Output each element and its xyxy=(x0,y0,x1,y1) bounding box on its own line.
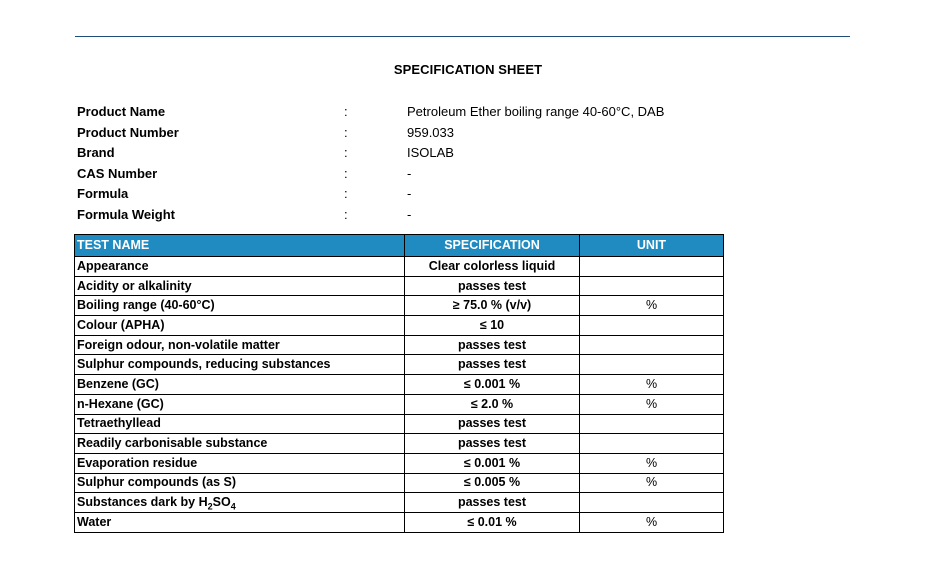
header-unit: UNIT xyxy=(580,235,724,257)
test-unit xyxy=(580,414,724,434)
test-spec: passes test xyxy=(405,414,580,434)
info-colon: : xyxy=(344,124,348,140)
table-row xyxy=(75,394,724,414)
test-spec: Clear colorless liquid xyxy=(405,257,580,277)
test-spec: passes test xyxy=(405,276,580,296)
info-colon: : xyxy=(344,206,348,222)
table-header-row xyxy=(75,235,724,257)
test-unit: % xyxy=(580,473,724,493)
test-spec: ≤ 0.01 % xyxy=(405,512,580,532)
table-row xyxy=(75,434,724,454)
table-row xyxy=(75,296,724,316)
test-name: Sulphur compounds (as S) xyxy=(75,473,405,493)
test-unit xyxy=(580,257,724,277)
header-test-name: TEST NAME xyxy=(75,235,405,257)
info-value: 959.033 xyxy=(407,124,454,140)
info-label: Formula xyxy=(77,186,129,202)
specification-table xyxy=(74,234,724,533)
table-row xyxy=(75,257,724,277)
info-value: ISOLAB xyxy=(407,145,454,161)
info-value: - xyxy=(407,165,412,181)
test-spec: passes test xyxy=(405,493,580,513)
test-name: Foreign odour, non-volatile matter xyxy=(75,335,405,355)
test-spec: ≥ 75.0 % (v/v) xyxy=(405,296,580,316)
test-spec: ≤ 0.005 % xyxy=(405,473,580,493)
test-spec: passes test xyxy=(405,335,580,355)
test-name: n-Hexane (GC) xyxy=(75,394,405,414)
test-name-subscript: 2 xyxy=(207,501,213,512)
test-unit: % xyxy=(580,296,724,316)
table-row xyxy=(75,355,724,375)
info-label: Product Name xyxy=(77,104,166,119)
test-unit: % xyxy=(580,394,724,414)
test-unit: % xyxy=(580,512,724,532)
test-name: Colour (APHA) xyxy=(75,316,405,336)
table-row xyxy=(75,276,724,296)
info-label: Product Number xyxy=(77,124,179,140)
table-row xyxy=(75,453,724,473)
table-row xyxy=(75,414,724,434)
header-specification: SPECIFICATION xyxy=(405,235,580,257)
info-colon: : xyxy=(344,165,348,181)
test-name: Readily carbonisable substance xyxy=(75,434,405,454)
test-spec: ≤ 0.001 % xyxy=(405,375,580,395)
test-spec: passes test xyxy=(405,355,580,375)
info-value: Petroleum Ether boiling range 40-60°C, DAB xyxy=(407,104,665,119)
info-value: - xyxy=(407,206,412,222)
table-row xyxy=(75,375,724,395)
test-name-subscript: 4 xyxy=(230,501,236,512)
test-unit xyxy=(580,355,724,375)
info-colon: : xyxy=(344,104,348,119)
info-value: - xyxy=(407,186,412,202)
table-row xyxy=(75,512,724,532)
test-name-middle: SO xyxy=(212,495,231,510)
info-label: CAS Number xyxy=(77,165,158,181)
test-unit: % xyxy=(580,375,724,395)
test-name: Tetraethyllead xyxy=(75,414,405,434)
test-unit xyxy=(580,316,724,336)
header-rule xyxy=(75,36,850,37)
test-spec: ≤ 0.001 % xyxy=(405,453,580,473)
info-colon: : xyxy=(344,145,348,161)
test-name: Benzene (GC) xyxy=(75,375,405,395)
table-row xyxy=(75,316,724,336)
info-label: Formula Weight xyxy=(77,206,175,222)
table-row xyxy=(75,493,724,513)
test-name: Water xyxy=(75,512,405,532)
test-spec: ≤ 10 xyxy=(405,316,580,336)
test-name: Appearance xyxy=(75,257,405,277)
page-title: SPECIFICATION SHEET xyxy=(393,62,543,77)
test-unit xyxy=(580,493,724,513)
info-label: Brand xyxy=(77,145,115,161)
test-name xyxy=(75,493,405,513)
table-row xyxy=(75,473,724,493)
test-spec: passes test xyxy=(405,434,580,454)
test-name: Acidity or alkalinity xyxy=(75,276,405,296)
test-unit: % xyxy=(580,453,724,473)
test-unit xyxy=(580,434,724,454)
test-name-prefix: Substances dark by H xyxy=(77,495,208,510)
test-name: Evaporation residue xyxy=(75,453,405,473)
table-row xyxy=(75,335,724,355)
info-colon: : xyxy=(344,186,348,202)
test-name: Boiling range (40-60°C) xyxy=(75,296,405,316)
test-unit xyxy=(580,335,724,355)
test-unit xyxy=(580,276,724,296)
test-spec: ≤ 2.0 % xyxy=(405,394,580,414)
test-name: Sulphur compounds, reducing substances xyxy=(75,355,405,375)
